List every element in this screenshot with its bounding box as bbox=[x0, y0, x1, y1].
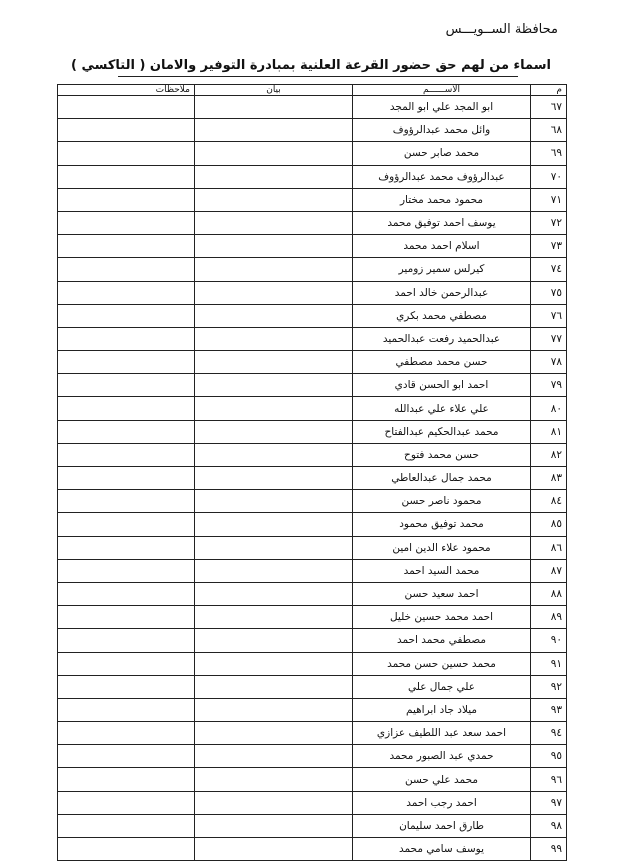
statement-cell bbox=[195, 513, 353, 536]
title-underline bbox=[118, 76, 518, 77]
row-number: ٦٨ bbox=[531, 119, 567, 142]
statement-cell bbox=[195, 559, 353, 582]
statement-cell bbox=[195, 119, 353, 142]
table-row bbox=[58, 606, 567, 629]
notes-cell bbox=[58, 397, 195, 420]
row-number: ٩٦ bbox=[531, 768, 567, 791]
notes-cell bbox=[58, 791, 195, 814]
row-number: ٨٤ bbox=[531, 490, 567, 513]
column-header-statement: بيان bbox=[195, 85, 353, 96]
statement-cell bbox=[195, 814, 353, 837]
table-row bbox=[58, 374, 567, 397]
attendee-name: محمود ناصر حسن bbox=[353, 490, 531, 513]
statement-cell bbox=[195, 675, 353, 698]
notes-cell bbox=[58, 467, 195, 490]
statement-cell bbox=[195, 304, 353, 327]
statement-cell bbox=[195, 211, 353, 234]
row-number: ٩٠ bbox=[531, 629, 567, 652]
row-number: ٧٥ bbox=[531, 281, 567, 304]
statement-cell bbox=[195, 652, 353, 675]
row-number: ٨٦ bbox=[531, 536, 567, 559]
attendee-name: وائل محمد عبدالرؤوف bbox=[353, 119, 531, 142]
notes-cell bbox=[58, 745, 195, 768]
attendee-name: حمدي عبد الصبور محمد bbox=[353, 745, 531, 768]
row-number: ٧٩ bbox=[531, 374, 567, 397]
table-row bbox=[58, 397, 567, 420]
document-title: اسماء من لهم حق حضور القرعة العلنية بمبادرة التوفير والامان ( التاكسي ) bbox=[70, 58, 552, 73]
statement-cell bbox=[195, 490, 353, 513]
notes-cell bbox=[58, 814, 195, 837]
table-row bbox=[58, 304, 567, 327]
row-number: ٩٣ bbox=[531, 698, 567, 721]
row-number: ٧٦ bbox=[531, 304, 567, 327]
statement-cell bbox=[195, 582, 353, 605]
row-number: ٧٧ bbox=[531, 327, 567, 350]
notes-cell bbox=[58, 513, 195, 536]
statement-cell bbox=[195, 142, 353, 165]
attendee-name: كيرلس سمير زومير bbox=[353, 258, 531, 281]
row-number: ٨٠ bbox=[531, 397, 567, 420]
statement-cell bbox=[195, 791, 353, 814]
attendee-name: محمود علاء الدين امين bbox=[353, 536, 531, 559]
notes-cell bbox=[58, 490, 195, 513]
table-row bbox=[58, 652, 567, 675]
row-number: ٨٨ bbox=[531, 582, 567, 605]
statement-cell bbox=[195, 722, 353, 745]
attendee-name: احمد ابو الحسن قادي bbox=[353, 374, 531, 397]
attendee-name: محمد حسين حسن محمد bbox=[353, 652, 531, 675]
attendee-name: احمد محمد حسين خليل bbox=[353, 606, 531, 629]
table-row bbox=[58, 258, 567, 281]
row-number: ٧٣ bbox=[531, 235, 567, 258]
notes-cell bbox=[58, 838, 195, 861]
table-row bbox=[58, 142, 567, 165]
attendee-name: يوسف سامي محمد bbox=[353, 838, 531, 861]
table-row bbox=[58, 327, 567, 350]
statement-cell bbox=[195, 327, 353, 350]
table-row bbox=[58, 582, 567, 605]
table-row bbox=[58, 559, 567, 582]
attendee-name: طارق احمد سليمان bbox=[353, 814, 531, 837]
row-number: ٦٧ bbox=[531, 96, 567, 119]
attendee-name: مصطفي محمد بكري bbox=[353, 304, 531, 327]
attendee-name: احمد سعيد حسن bbox=[353, 582, 531, 605]
statement-cell bbox=[195, 397, 353, 420]
column-header-name: الأســــــم bbox=[353, 85, 531, 96]
notes-cell bbox=[58, 652, 195, 675]
statement-cell bbox=[195, 536, 353, 559]
notes-cell bbox=[58, 142, 195, 165]
attendee-name: ميلاد جاد ابراهيم bbox=[353, 698, 531, 721]
attendee-name: محمد جمال عبدالعاطي bbox=[353, 467, 531, 490]
row-number: ٧١ bbox=[531, 188, 567, 211]
row-number: ٩٨ bbox=[531, 814, 567, 837]
statement-cell bbox=[195, 420, 353, 443]
attendee-name: يوسف احمد توفيق محمد bbox=[353, 211, 531, 234]
table-row bbox=[58, 629, 567, 652]
statement-cell bbox=[195, 629, 353, 652]
attendee-name: محمد صابر حسن bbox=[353, 142, 531, 165]
notes-cell bbox=[58, 119, 195, 142]
notes-cell bbox=[58, 351, 195, 374]
row-number: ٨٣ bbox=[531, 467, 567, 490]
notes-cell bbox=[58, 606, 195, 629]
table-row bbox=[58, 698, 567, 721]
notes-cell bbox=[58, 304, 195, 327]
row-number: ٨٥ bbox=[531, 513, 567, 536]
table-body bbox=[58, 96, 567, 861]
statement-cell bbox=[195, 606, 353, 629]
notes-cell bbox=[58, 768, 195, 791]
statement-cell bbox=[195, 188, 353, 211]
attendee-name: مصطفي محمد احمد bbox=[353, 629, 531, 652]
statement-cell bbox=[195, 351, 353, 374]
statement-cell bbox=[195, 838, 353, 861]
attendee-name: ابو المجد علي ابو المجد bbox=[353, 96, 531, 119]
table-row bbox=[58, 513, 567, 536]
notes-cell bbox=[58, 281, 195, 304]
table-row bbox=[58, 443, 567, 466]
table-row bbox=[58, 351, 567, 374]
row-number: ٩١ bbox=[531, 652, 567, 675]
statement-cell bbox=[195, 467, 353, 490]
table-row bbox=[58, 536, 567, 559]
notes-cell bbox=[58, 675, 195, 698]
statement-cell bbox=[195, 96, 353, 119]
table-row bbox=[58, 675, 567, 698]
table-row bbox=[58, 420, 567, 443]
table-row bbox=[58, 235, 567, 258]
row-number: ٧٤ bbox=[531, 258, 567, 281]
row-number: ٩٥ bbox=[531, 745, 567, 768]
statement-cell bbox=[195, 768, 353, 791]
row-number: ٨٧ bbox=[531, 559, 567, 582]
notes-cell bbox=[58, 188, 195, 211]
table-row bbox=[58, 745, 567, 768]
attendee-name: علي جمال علي bbox=[353, 675, 531, 698]
notes-cell bbox=[58, 211, 195, 234]
notes-cell bbox=[58, 96, 195, 119]
attendee-name: محمد السيد احمد bbox=[353, 559, 531, 582]
column-header-notes: ملاحظات bbox=[58, 85, 195, 96]
statement-cell bbox=[195, 281, 353, 304]
row-number: ٦٩ bbox=[531, 142, 567, 165]
table-row bbox=[58, 838, 567, 861]
notes-cell bbox=[58, 235, 195, 258]
table-row bbox=[58, 96, 567, 119]
table-header-row bbox=[58, 85, 567, 96]
table-row bbox=[58, 722, 567, 745]
table-row bbox=[58, 188, 567, 211]
attendee-name: عبدالرحمن خالد احمد bbox=[353, 281, 531, 304]
row-number: ٩٩ bbox=[531, 838, 567, 861]
attendee-name: حسن محمد مصطفي bbox=[353, 351, 531, 374]
notes-cell bbox=[58, 559, 195, 582]
statement-cell bbox=[195, 745, 353, 768]
attendee-name: محمود محمد مختار bbox=[353, 188, 531, 211]
statement-cell bbox=[195, 258, 353, 281]
statement-cell bbox=[195, 165, 353, 188]
table-row bbox=[58, 211, 567, 234]
statement-cell bbox=[195, 374, 353, 397]
statement-cell bbox=[195, 698, 353, 721]
notes-cell bbox=[58, 722, 195, 745]
table-row bbox=[58, 768, 567, 791]
notes-cell bbox=[58, 258, 195, 281]
attendee-name: محمد توفيق محمود bbox=[353, 513, 531, 536]
row-number: ٨١ bbox=[531, 420, 567, 443]
row-number: ٩٧ bbox=[531, 791, 567, 814]
statement-cell bbox=[195, 235, 353, 258]
table-row bbox=[58, 119, 567, 142]
notes-cell bbox=[58, 327, 195, 350]
column-header-number: م bbox=[531, 85, 567, 96]
notes-cell bbox=[58, 582, 195, 605]
notes-cell bbox=[58, 443, 195, 466]
row-number: ٧٢ bbox=[531, 211, 567, 234]
attendee-name: عبدالحميد رفعت عبدالحميد bbox=[353, 327, 531, 350]
attendee-name: احمد رجب احمد bbox=[353, 791, 531, 814]
attendee-name: محمد علي حسن bbox=[353, 768, 531, 791]
attendee-name: علي علاء علي عبدالله bbox=[353, 397, 531, 420]
notes-cell bbox=[58, 420, 195, 443]
table-row bbox=[58, 791, 567, 814]
table-row bbox=[58, 281, 567, 304]
row-number: ٩٤ bbox=[531, 722, 567, 745]
table-row bbox=[58, 467, 567, 490]
row-number: ٨٩ bbox=[531, 606, 567, 629]
attendee-name: حسن محمد فتوح bbox=[353, 443, 531, 466]
attendee-name: اسلام احمد محمد bbox=[353, 235, 531, 258]
row-number: ٨٢ bbox=[531, 443, 567, 466]
notes-cell bbox=[58, 536, 195, 559]
attendee-name: محمد عبدالحكيم عبدالفتاح bbox=[353, 420, 531, 443]
table-row bbox=[58, 165, 567, 188]
notes-cell bbox=[58, 698, 195, 721]
statement-cell bbox=[195, 443, 353, 466]
table-row bbox=[58, 814, 567, 837]
notes-cell bbox=[58, 165, 195, 188]
notes-cell bbox=[58, 374, 195, 397]
row-number: ٧٨ bbox=[531, 351, 567, 374]
attendee-name: عبدالرؤوف محمد عبدالرؤوف bbox=[353, 165, 531, 188]
governorate-label: محافظة الســويـــس bbox=[445, 22, 558, 37]
row-number: ٧٠ bbox=[531, 165, 567, 188]
notes-cell bbox=[58, 629, 195, 652]
attendee-table bbox=[57, 84, 567, 861]
attendee-name: احمد سعد عبد اللطيف عزازي bbox=[353, 722, 531, 745]
row-number: ٩٢ bbox=[531, 675, 567, 698]
table-row bbox=[58, 490, 567, 513]
